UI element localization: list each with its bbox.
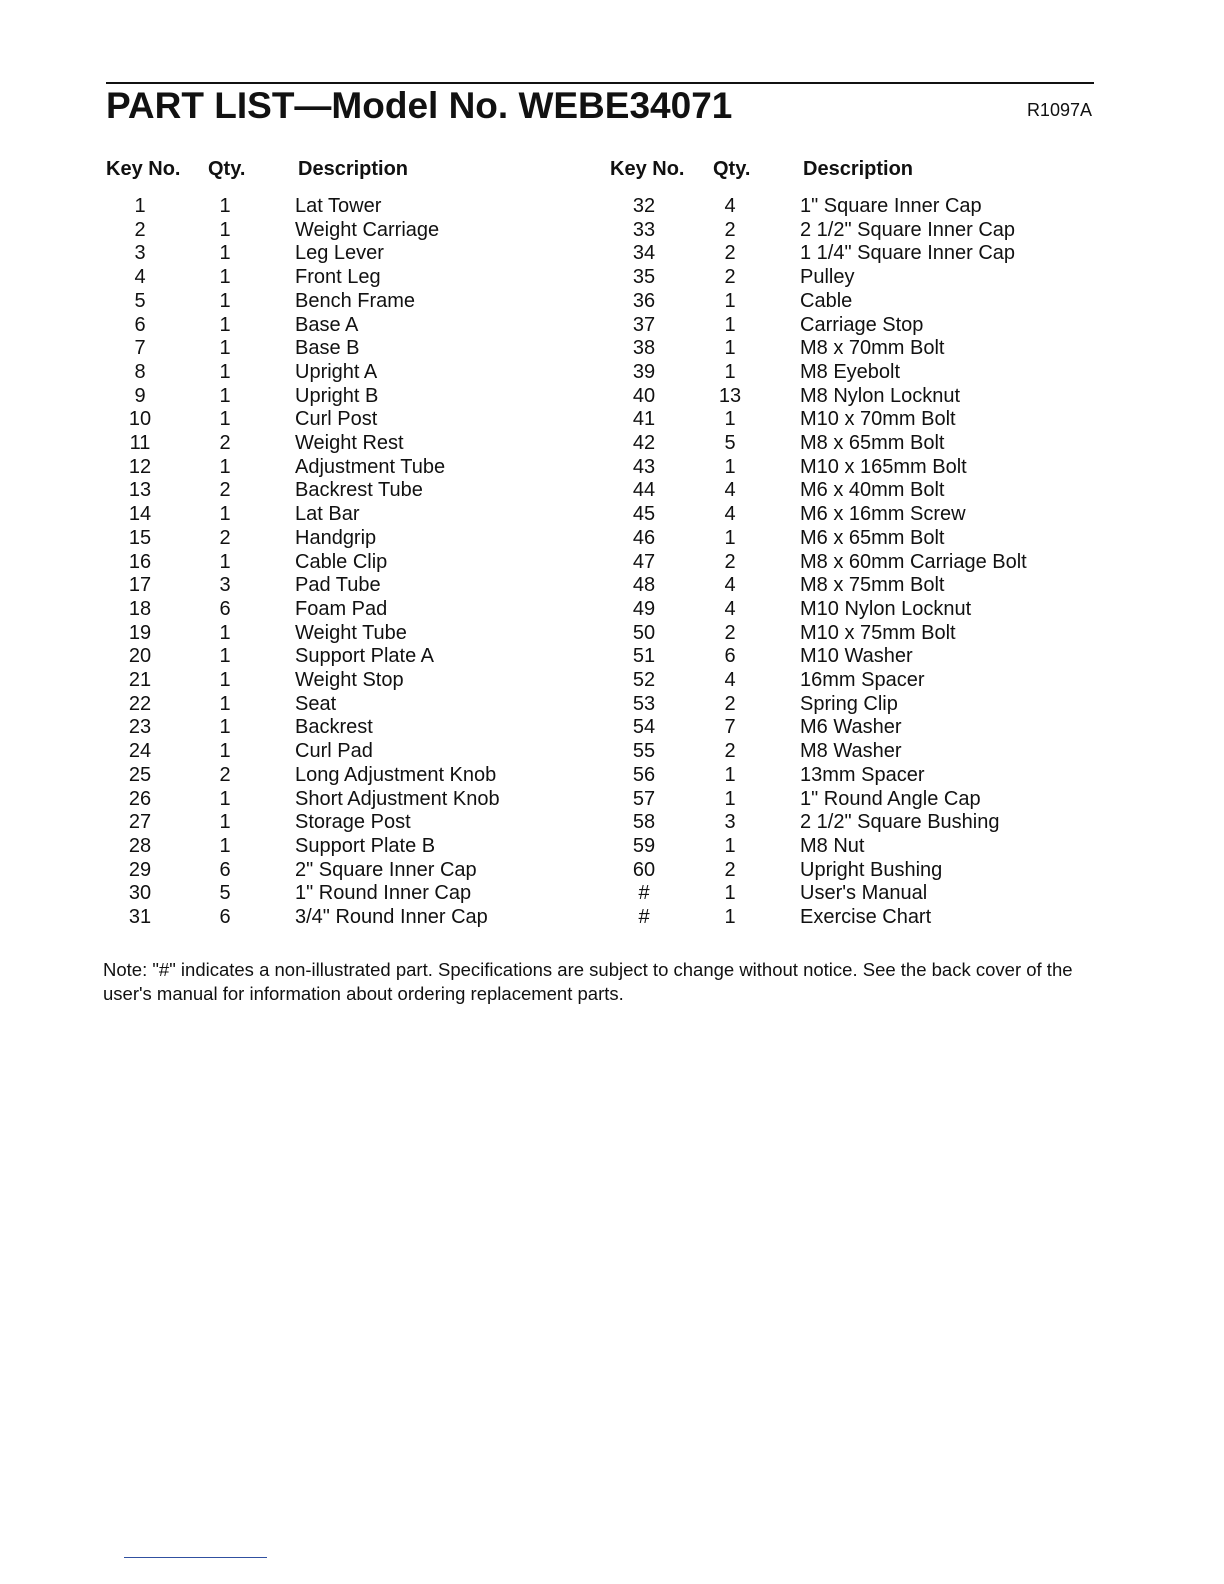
- table-row: [0, 527, 1224, 551]
- part-description: Cable: [800, 289, 853, 312]
- quantity: 3: [724, 811, 736, 834]
- part-description: 16mm Spacer: [800, 669, 925, 691]
- part-description: 3/4" Round Inner Cap: [295, 906, 488, 928]
- part-description: Weight Stop: [295, 669, 404, 691]
- quantity: 1: [724, 526, 736, 549]
- key-number: 33: [632, 218, 656, 241]
- part-description: Cable Clip: [295, 550, 388, 573]
- quantity: 4: [724, 479, 736, 502]
- quantity: 5: [724, 432, 736, 454]
- part-description: M10 x 165mm Bolt: [800, 455, 967, 478]
- key-number: 40: [632, 384, 656, 407]
- part-description: 1" Square Inner Cap: [800, 195, 982, 217]
- table-row: [0, 811, 1224, 835]
- key-number: 30: [128, 882, 152, 905]
- quantity: 2: [724, 218, 736, 241]
- page-title: PART LIST—Model No. WEBE34071: [106, 85, 733, 126]
- key-number: 2: [134, 218, 146, 241]
- quantity: 1: [219, 289, 231, 312]
- quantity: 1: [724, 882, 736, 905]
- key-number: 54: [632, 716, 656, 739]
- key-number: 53: [632, 692, 656, 715]
- part-description: Pulley: [800, 266, 855, 289]
- quantity: 1: [219, 621, 231, 644]
- key-number: 34: [632, 242, 656, 265]
- quantity: 1: [219, 218, 231, 241]
- part-description: Support Plate B: [295, 834, 436, 857]
- key-number: 9: [134, 384, 146, 407]
- part-description: M10 x 75mm Bolt: [800, 621, 956, 644]
- part-description: M8 Nylon Locknut: [800, 384, 961, 407]
- quantity: 2: [724, 550, 736, 573]
- key-number: 38: [632, 337, 656, 360]
- part-description: M6 x 65mm Bolt: [800, 526, 945, 549]
- part-description: 2 1/2" Square Inner Cap: [800, 218, 1016, 241]
- quantity: 1: [219, 787, 231, 810]
- part-description: 1 1/4" Square Inner Cap: [800, 242, 1016, 265]
- part-description: M10 x 70mm Bolt: [800, 408, 956, 431]
- key-number: 3: [134, 242, 146, 265]
- footer-rule: [124, 1557, 267, 1558]
- quantity: 4: [724, 503, 736, 526]
- quantity: 1: [219, 669, 231, 691]
- quantity: 2: [219, 763, 231, 786]
- table-row: [0, 882, 1224, 906]
- quantity: 1: [219, 337, 231, 360]
- table-row: [0, 788, 1224, 812]
- left-qty-header: Qty.: [208, 158, 246, 180]
- key-number: 22: [128, 692, 152, 715]
- part-description: M6 Washer: [800, 716, 902, 739]
- quantity: 1: [219, 811, 231, 834]
- table-row: [0, 337, 1224, 361]
- part-description: Handgrip: [295, 526, 377, 549]
- quantity: 1: [724, 289, 736, 312]
- key-number: 6: [134, 313, 146, 336]
- part-description: Upright A: [295, 360, 378, 383]
- part-description: Curl Post: [295, 408, 378, 431]
- quantity: 1: [219, 645, 231, 668]
- quantity: 1: [724, 787, 736, 810]
- key-number: 16: [128, 550, 152, 573]
- part-description: Support Plate A: [295, 645, 434, 668]
- part-description: Spring Clip: [800, 692, 898, 715]
- part-description: Front Leg: [295, 266, 381, 289]
- part-description: Carriage Stop: [800, 313, 924, 336]
- key-number: 13: [128, 479, 152, 502]
- table-row: [0, 645, 1224, 669]
- key-number: 35: [632, 266, 656, 289]
- table-row: [0, 740, 1224, 764]
- key-number: 29: [128, 858, 152, 881]
- quantity: 2: [219, 479, 231, 502]
- key-number: 31: [128, 906, 152, 928]
- part-description: Lat Bar: [295, 503, 360, 526]
- quantity: 2: [724, 692, 736, 715]
- key-number: 49: [632, 597, 656, 620]
- key-number: 20: [128, 645, 152, 668]
- table-row: [0, 408, 1224, 432]
- table-row: [0, 859, 1224, 883]
- table-row: [0, 361, 1224, 385]
- part-description: Pad Tube: [295, 574, 381, 597]
- key-number: 44: [632, 479, 656, 502]
- key-number: 51: [632, 645, 656, 668]
- quantity: 1: [724, 360, 736, 383]
- table-row: [0, 479, 1224, 503]
- table-row: [0, 503, 1224, 527]
- quantity: 1: [219, 266, 231, 289]
- key-number: 12: [128, 455, 152, 478]
- key-number: 21: [128, 669, 152, 691]
- key-number: 39: [632, 360, 656, 383]
- key-number: 18: [128, 597, 152, 620]
- part-description: 13mm Spacer: [800, 763, 925, 786]
- table-row: [0, 669, 1224, 693]
- quantity: 4: [724, 669, 736, 691]
- table-row: [0, 551, 1224, 575]
- part-description: 1" Round Inner Cap: [295, 882, 472, 905]
- key-number: 28: [128, 834, 152, 857]
- key-number: #: [638, 882, 650, 905]
- table-row: [0, 432, 1224, 456]
- right-qty-header: Qty.: [713, 158, 751, 180]
- key-number: 45: [632, 503, 656, 526]
- table-row: [0, 266, 1224, 290]
- part-description: M8 x 65mm Bolt: [800, 432, 945, 454]
- table-row: [0, 716, 1224, 740]
- quantity: 6: [219, 858, 231, 881]
- key-number: 26: [128, 787, 152, 810]
- quantity: 1: [724, 337, 736, 360]
- quantity: 1: [219, 455, 231, 478]
- key-number: 58: [632, 811, 656, 834]
- key-number: 32: [632, 195, 656, 217]
- key-number: 25: [128, 763, 152, 786]
- key-number: 52: [632, 669, 656, 691]
- table-row: [0, 622, 1224, 646]
- key-number: 37: [632, 313, 656, 336]
- part-description: M8 x 60mm Carriage Bolt: [800, 550, 1027, 573]
- part-description: Weight Rest: [295, 432, 404, 454]
- part-description: Base A: [295, 313, 359, 336]
- quantity: 1: [724, 408, 736, 431]
- part-description: 2" Square Inner Cap: [295, 858, 477, 881]
- key-number: 27: [128, 811, 152, 834]
- table-row: [0, 195, 1224, 219]
- left-key-header: Key No.: [106, 158, 181, 180]
- quantity: 2: [724, 621, 736, 644]
- key-number: 50: [632, 621, 656, 644]
- quantity: 1: [724, 455, 736, 478]
- quantity: 1: [219, 740, 231, 763]
- key-number: 17: [128, 574, 152, 597]
- quantity: 2: [219, 526, 231, 549]
- key-number: 47: [632, 550, 656, 573]
- part-description: Upright B: [295, 384, 379, 407]
- part-description: Weight Tube: [295, 621, 407, 644]
- key-number: 57: [632, 787, 656, 810]
- part-description: Adjustment Tube: [295, 455, 446, 478]
- part-description: Exercise Chart: [800, 906, 932, 928]
- part-description: M8 x 70mm Bolt: [800, 337, 945, 360]
- quantity: 1: [219, 716, 231, 739]
- part-description: Backrest Tube: [295, 479, 423, 502]
- quantity: 2: [724, 858, 736, 881]
- part-description: M8 x 75mm Bolt: [800, 574, 945, 597]
- quantity: 1: [219, 503, 231, 526]
- table-row: [0, 456, 1224, 480]
- quantity: 4: [724, 597, 736, 620]
- right-key-header: Key No.: [610, 158, 685, 180]
- table-row: [0, 314, 1224, 338]
- key-number: 24: [128, 740, 152, 763]
- part-description: Short Adjustment Knob: [295, 787, 500, 810]
- quantity: 1: [724, 763, 736, 786]
- key-number: 43: [632, 455, 656, 478]
- quantity: 1: [724, 906, 736, 928]
- table-row: [0, 693, 1224, 717]
- quantity: 1: [724, 313, 736, 336]
- quantity: 3: [219, 574, 231, 597]
- key-number: 56: [632, 763, 656, 786]
- quantity: 6: [219, 597, 231, 620]
- key-number: 55: [632, 740, 656, 763]
- key-number: 48: [632, 574, 656, 597]
- part-description: Long Adjustment Knob: [295, 763, 497, 786]
- part-description: M6 x 16mm Screw: [800, 503, 966, 526]
- key-number: 8: [134, 360, 146, 383]
- part-description: Foam Pad: [295, 597, 388, 620]
- quantity: 2: [724, 242, 736, 265]
- part-description: Leg Lever: [295, 242, 384, 265]
- table-row: [0, 574, 1224, 598]
- key-number: 7: [134, 337, 146, 360]
- table-row: [0, 242, 1224, 266]
- quantity: 13: [718, 384, 742, 407]
- table-row: [0, 906, 1224, 930]
- part-description: M8 Eyebolt: [800, 360, 901, 383]
- quantity: 1: [219, 834, 231, 857]
- key-number: 41: [632, 408, 656, 431]
- part-description: Weight Carriage: [295, 218, 440, 241]
- quantity: 2: [219, 432, 231, 454]
- quantity: 6: [724, 645, 736, 668]
- key-number: 60: [632, 858, 656, 881]
- part-description: Upright Bushing: [800, 858, 943, 881]
- quantity: 1: [219, 384, 231, 407]
- part-description: User's Manual: [800, 882, 928, 905]
- part-description: M8 Nut: [800, 834, 865, 857]
- key-number: 46: [632, 526, 656, 549]
- quantity: 7: [724, 716, 736, 739]
- key-number: 36: [632, 289, 656, 312]
- key-number: 11: [129, 432, 151, 454]
- right-description-header: Description: [803, 158, 914, 180]
- quantity: 1: [219, 242, 231, 265]
- part-description: Base B: [295, 337, 360, 360]
- document-code: R1097A: [1026, 100, 1092, 120]
- part-description: M10 Washer: [800, 645, 913, 668]
- part-description: Seat: [295, 692, 337, 715]
- table-row: [0, 764, 1224, 788]
- part-description: 1" Round Angle Cap: [800, 787, 981, 810]
- key-number: 5: [134, 289, 146, 312]
- key-number: 42: [632, 432, 656, 454]
- key-number: 14: [128, 503, 152, 526]
- quantity: 1: [219, 360, 231, 383]
- quantity: 2: [724, 266, 736, 289]
- key-number: 1: [134, 195, 146, 217]
- key-number: 23: [128, 716, 152, 739]
- quantity: 1: [219, 408, 231, 431]
- key-number: 15: [128, 526, 152, 549]
- part-description: M6 x 40mm Bolt: [800, 479, 945, 502]
- quantity: 4: [724, 574, 736, 597]
- key-number: 19: [128, 621, 152, 644]
- part-description: Storage Post: [295, 811, 411, 834]
- quantity: 1: [219, 550, 231, 573]
- part-description: Backrest: [295, 716, 373, 739]
- table-row: [0, 598, 1224, 622]
- table-row: [0, 219, 1224, 243]
- key-number: #: [638, 906, 650, 928]
- quantity: 6: [219, 906, 231, 928]
- quantity: 2: [724, 740, 736, 763]
- table-row: [0, 385, 1224, 409]
- part-description: M10 Nylon Locknut: [800, 597, 972, 620]
- key-number: 59: [632, 834, 656, 857]
- quantity: 1: [219, 195, 231, 217]
- part-description: Curl Pad: [295, 740, 373, 763]
- key-number: 4: [134, 266, 146, 289]
- footnote: Note: "#" indicates a non-illustrated part. Specifications are subject to change without notice. See the back cover of the user's manual for information about ordering replacement parts.: [103, 959, 1073, 1004]
- quantity: 4: [724, 195, 736, 217]
- quantity: 5: [219, 882, 231, 905]
- part-description: Bench Frame: [295, 289, 416, 312]
- quantity: 1: [724, 834, 736, 857]
- table-row: [0, 835, 1224, 859]
- part-description: Lat Tower: [295, 195, 382, 217]
- left-description-header: Description: [298, 158, 409, 180]
- part-description: M8 Washer: [800, 740, 902, 763]
- table-row: [0, 290, 1224, 314]
- quantity: 1: [219, 692, 231, 715]
- key-number: 10: [128, 408, 152, 431]
- part-description: 2 1/2" Square Bushing: [800, 811, 1000, 834]
- quantity: 1: [219, 313, 231, 336]
